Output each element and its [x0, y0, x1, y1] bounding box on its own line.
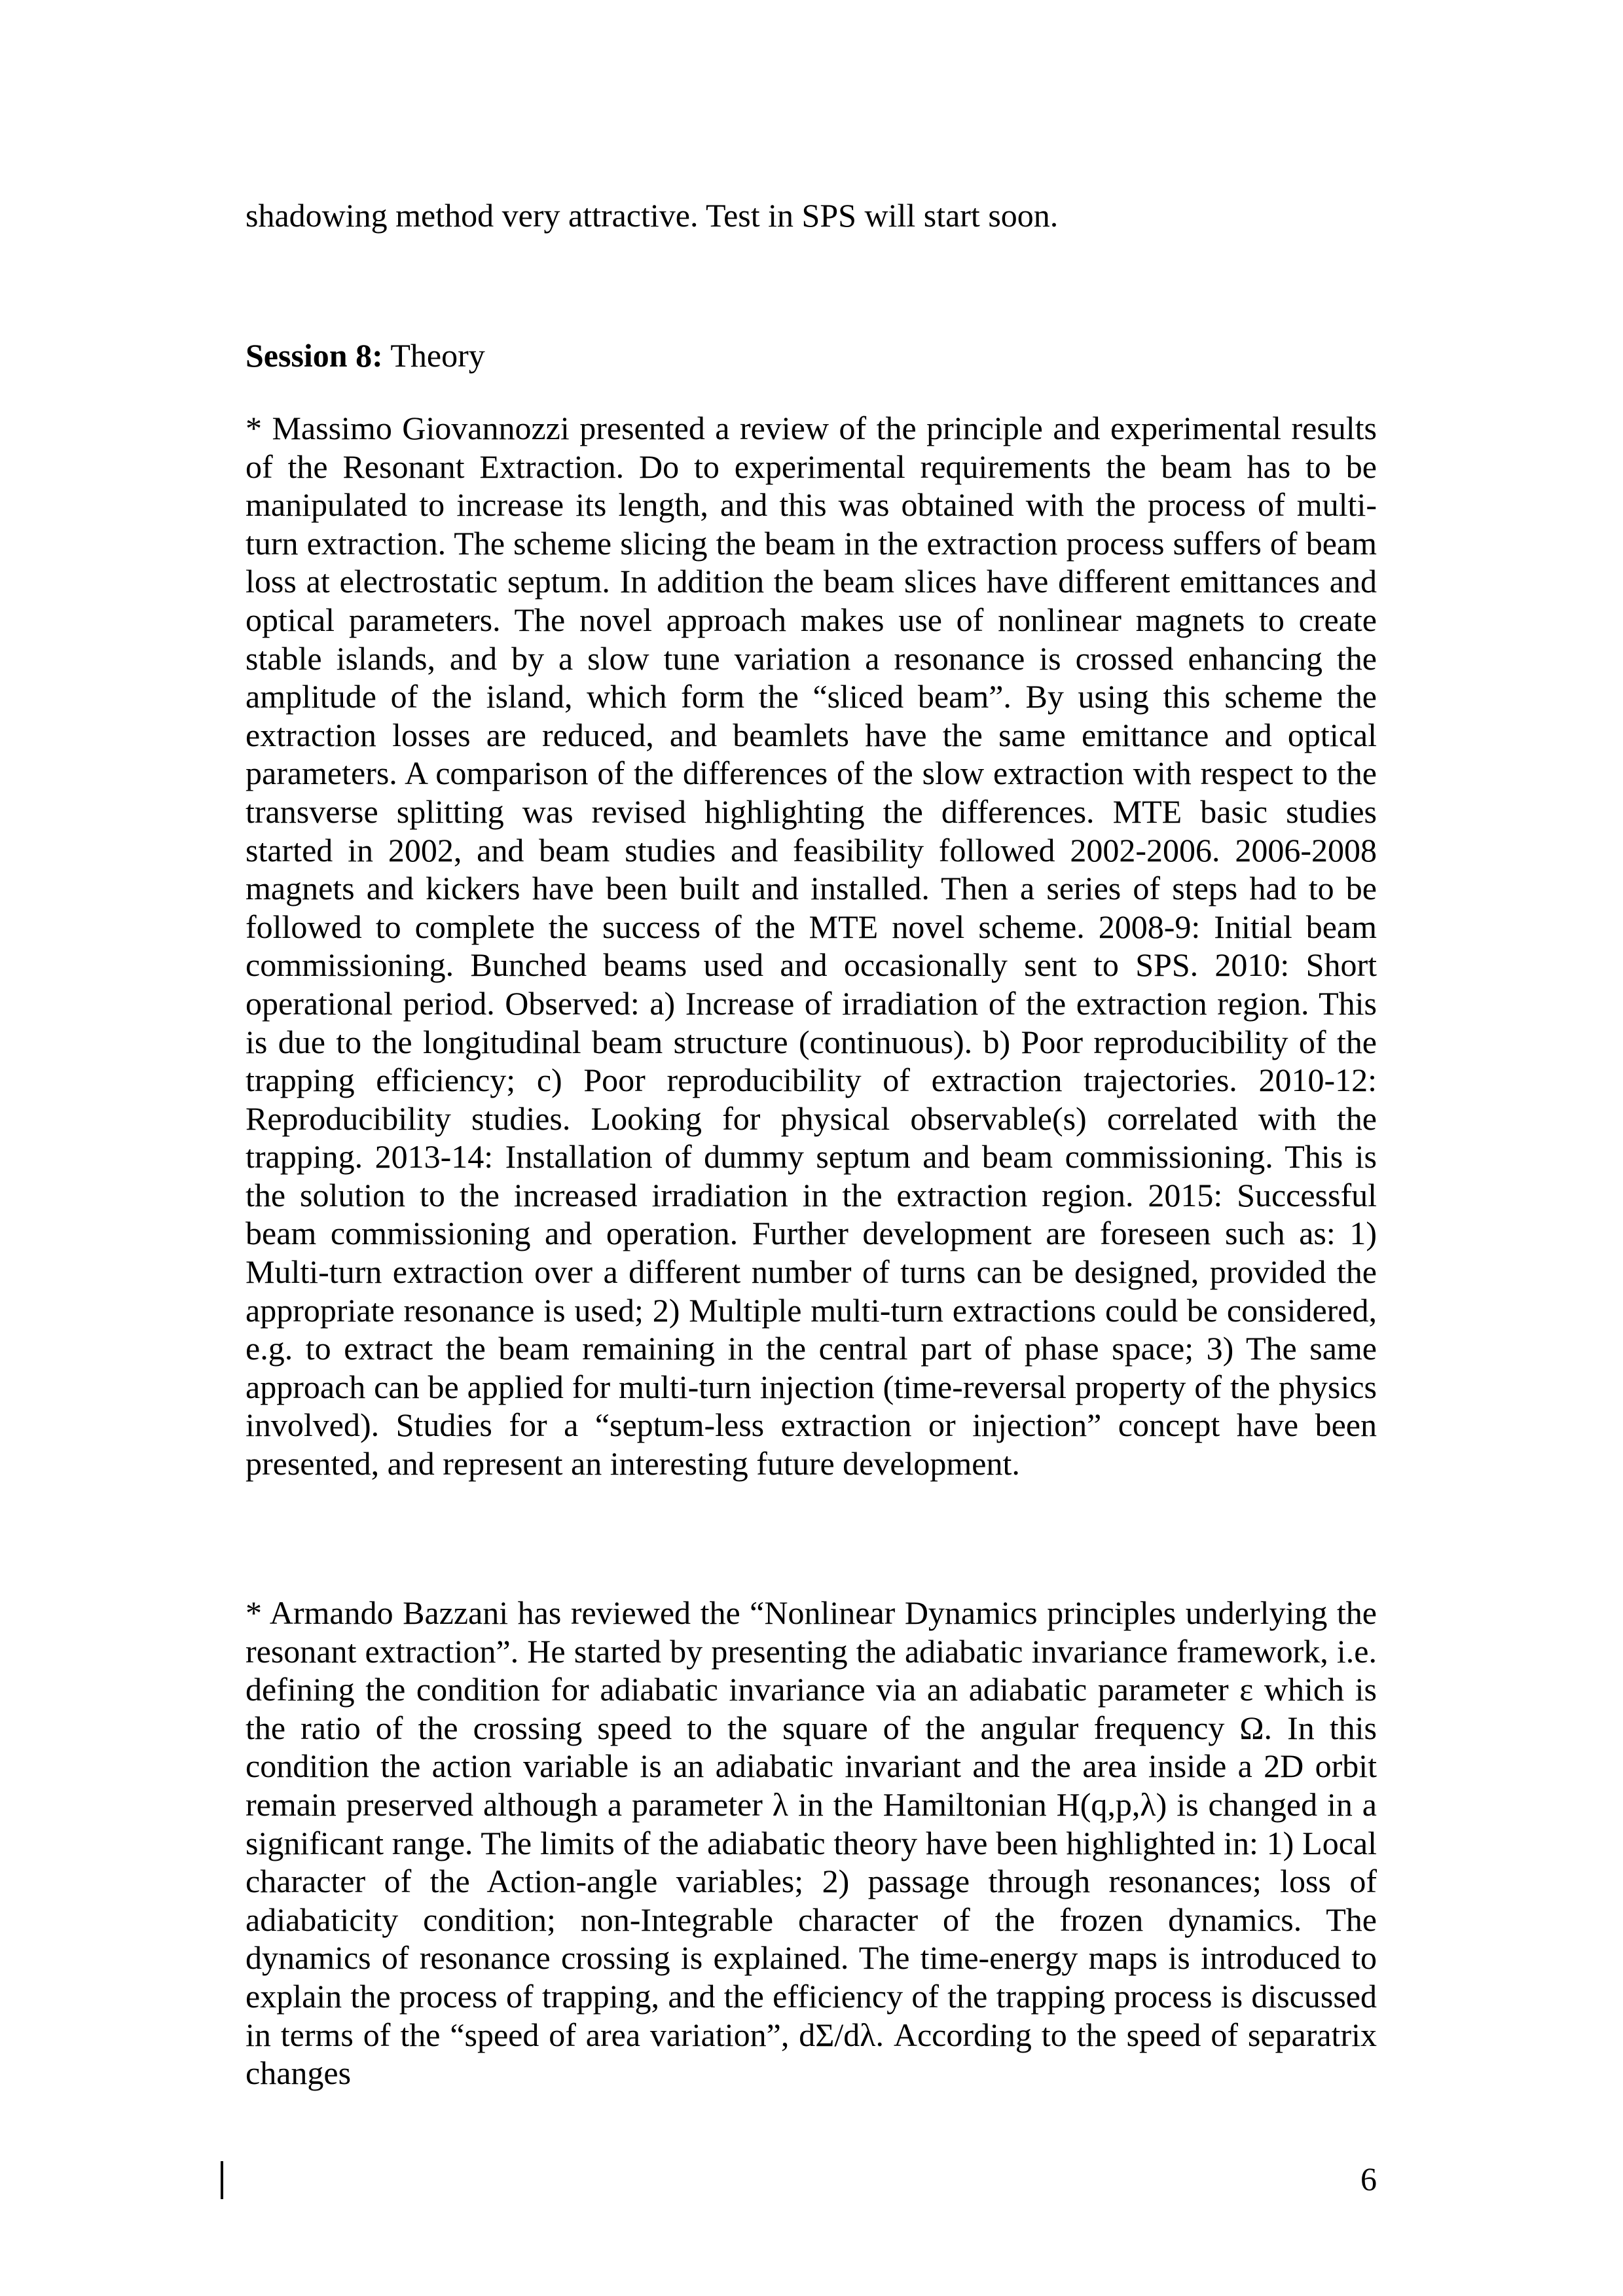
paragraph-armando-bazzani: * Armando Bazzani has reviewed the “Nonlinear Dynamics principles underlying the resonant extraction”. He started by presenting the adiabatic invariance framework, i.e. defining the condition for adiabatic invariance via an adiabatic parameter ε which is the ratio of the crossing speed to the square of the angular frequency Ω. In this condition the action variable is an adiabatic invariant and the area inside a 2D orbit remain preserved although a parameter λ in the Hamiltonian H(q,p,λ) is changed in a significant range. The limits of the adiabatic theory have been highlighted in: 1) Local character of the Action-angle variables; 2) passage through resonances; loss of adiabaticity condition; non-Integrable character of the frozen dynamics. The dynamics of resonance crossing is explained. The time-energy maps is introduced to explain the process of trapping, and the efficiency of the trapping process is discussed in terms of the “speed of area variation”, dΣ/dλ. According to the speed of separatrix changes — [246, 1594, 1377, 2092]
change-bar — [221, 2161, 223, 2199]
section-heading-title: Theory — [382, 337, 485, 374]
section-heading — [246, 336, 1377, 375]
section-heading-label: Session 8: — [246, 337, 383, 374]
continuation-line: shadowing method very attractive. Test in SPS will start soon. — [246, 197, 1059, 234]
page-number: 6 — [1360, 2161, 1377, 2197]
paragraph-massimo-giovannozzi: * Massimo Giovannozzi presented a review of the principle and experimental results of the Resonant Extraction. Do to experimental requirements the beam has to be manipulated to increase its length, and this was obtained with the process of multi-turn extraction. The scheme slicing the beam in the extraction process suffers of beam loss at electrostatic septum. In addition the beam slices have different emittances and optical parameters. The novel approach makes use of nonlinear magnets to create stable islands, and by a slow tune variation a resonance is crossed enhancing the amplitude of the island, which form the “sliced beam”. By using this scheme the extraction losses are reduced, and beamlets have the same emittance and optical parameters. A comparison of the differences of the slow extraction with respect to the transverse splitting was revised highlighting the differences. MTE basic studies started in 2002, and beam studies and feasibility followed 2002-2006. 2006-2008 magnets and kickers have been built and installed. Then a series of steps had to be followed to complete the success of the MTE novel scheme. 2008-9: Initial beam commissioning. Bunched beams used and occasionally sent to SPS. 2010: Short operational period. Observed: a) Increase of irradiation of the extraction region. This is due to the longitudinal beam structure (continuous). b) Poor reproducibility of the trapping efficiency; c) Poor reproducibility of extraction trajectories. 2010-12: Reproducibility studies. Looking for physical observable(s) correlated with the trapping. 2013-14: Installation of dummy septum and beam commissioning. This is the solution to the increased irradiation in the extraction region. 2015: Successful beam commissioning and operation. Further development are foreseen such as: 1) Multi-turn extraction over a different number of turns can be designed, provided the appropriate resonance is used; 2) Multiple multi-turn extractions could be considered, e.g. to extract the beam remaining in the central part of phase space; 3) The same approach can be applied for multi-turn injection (time-reversal property of the physics involved). Studies for a “septum-less extraction or injection” concept have been presented, and represent an interesting future development. — [246, 410, 1377, 1482]
